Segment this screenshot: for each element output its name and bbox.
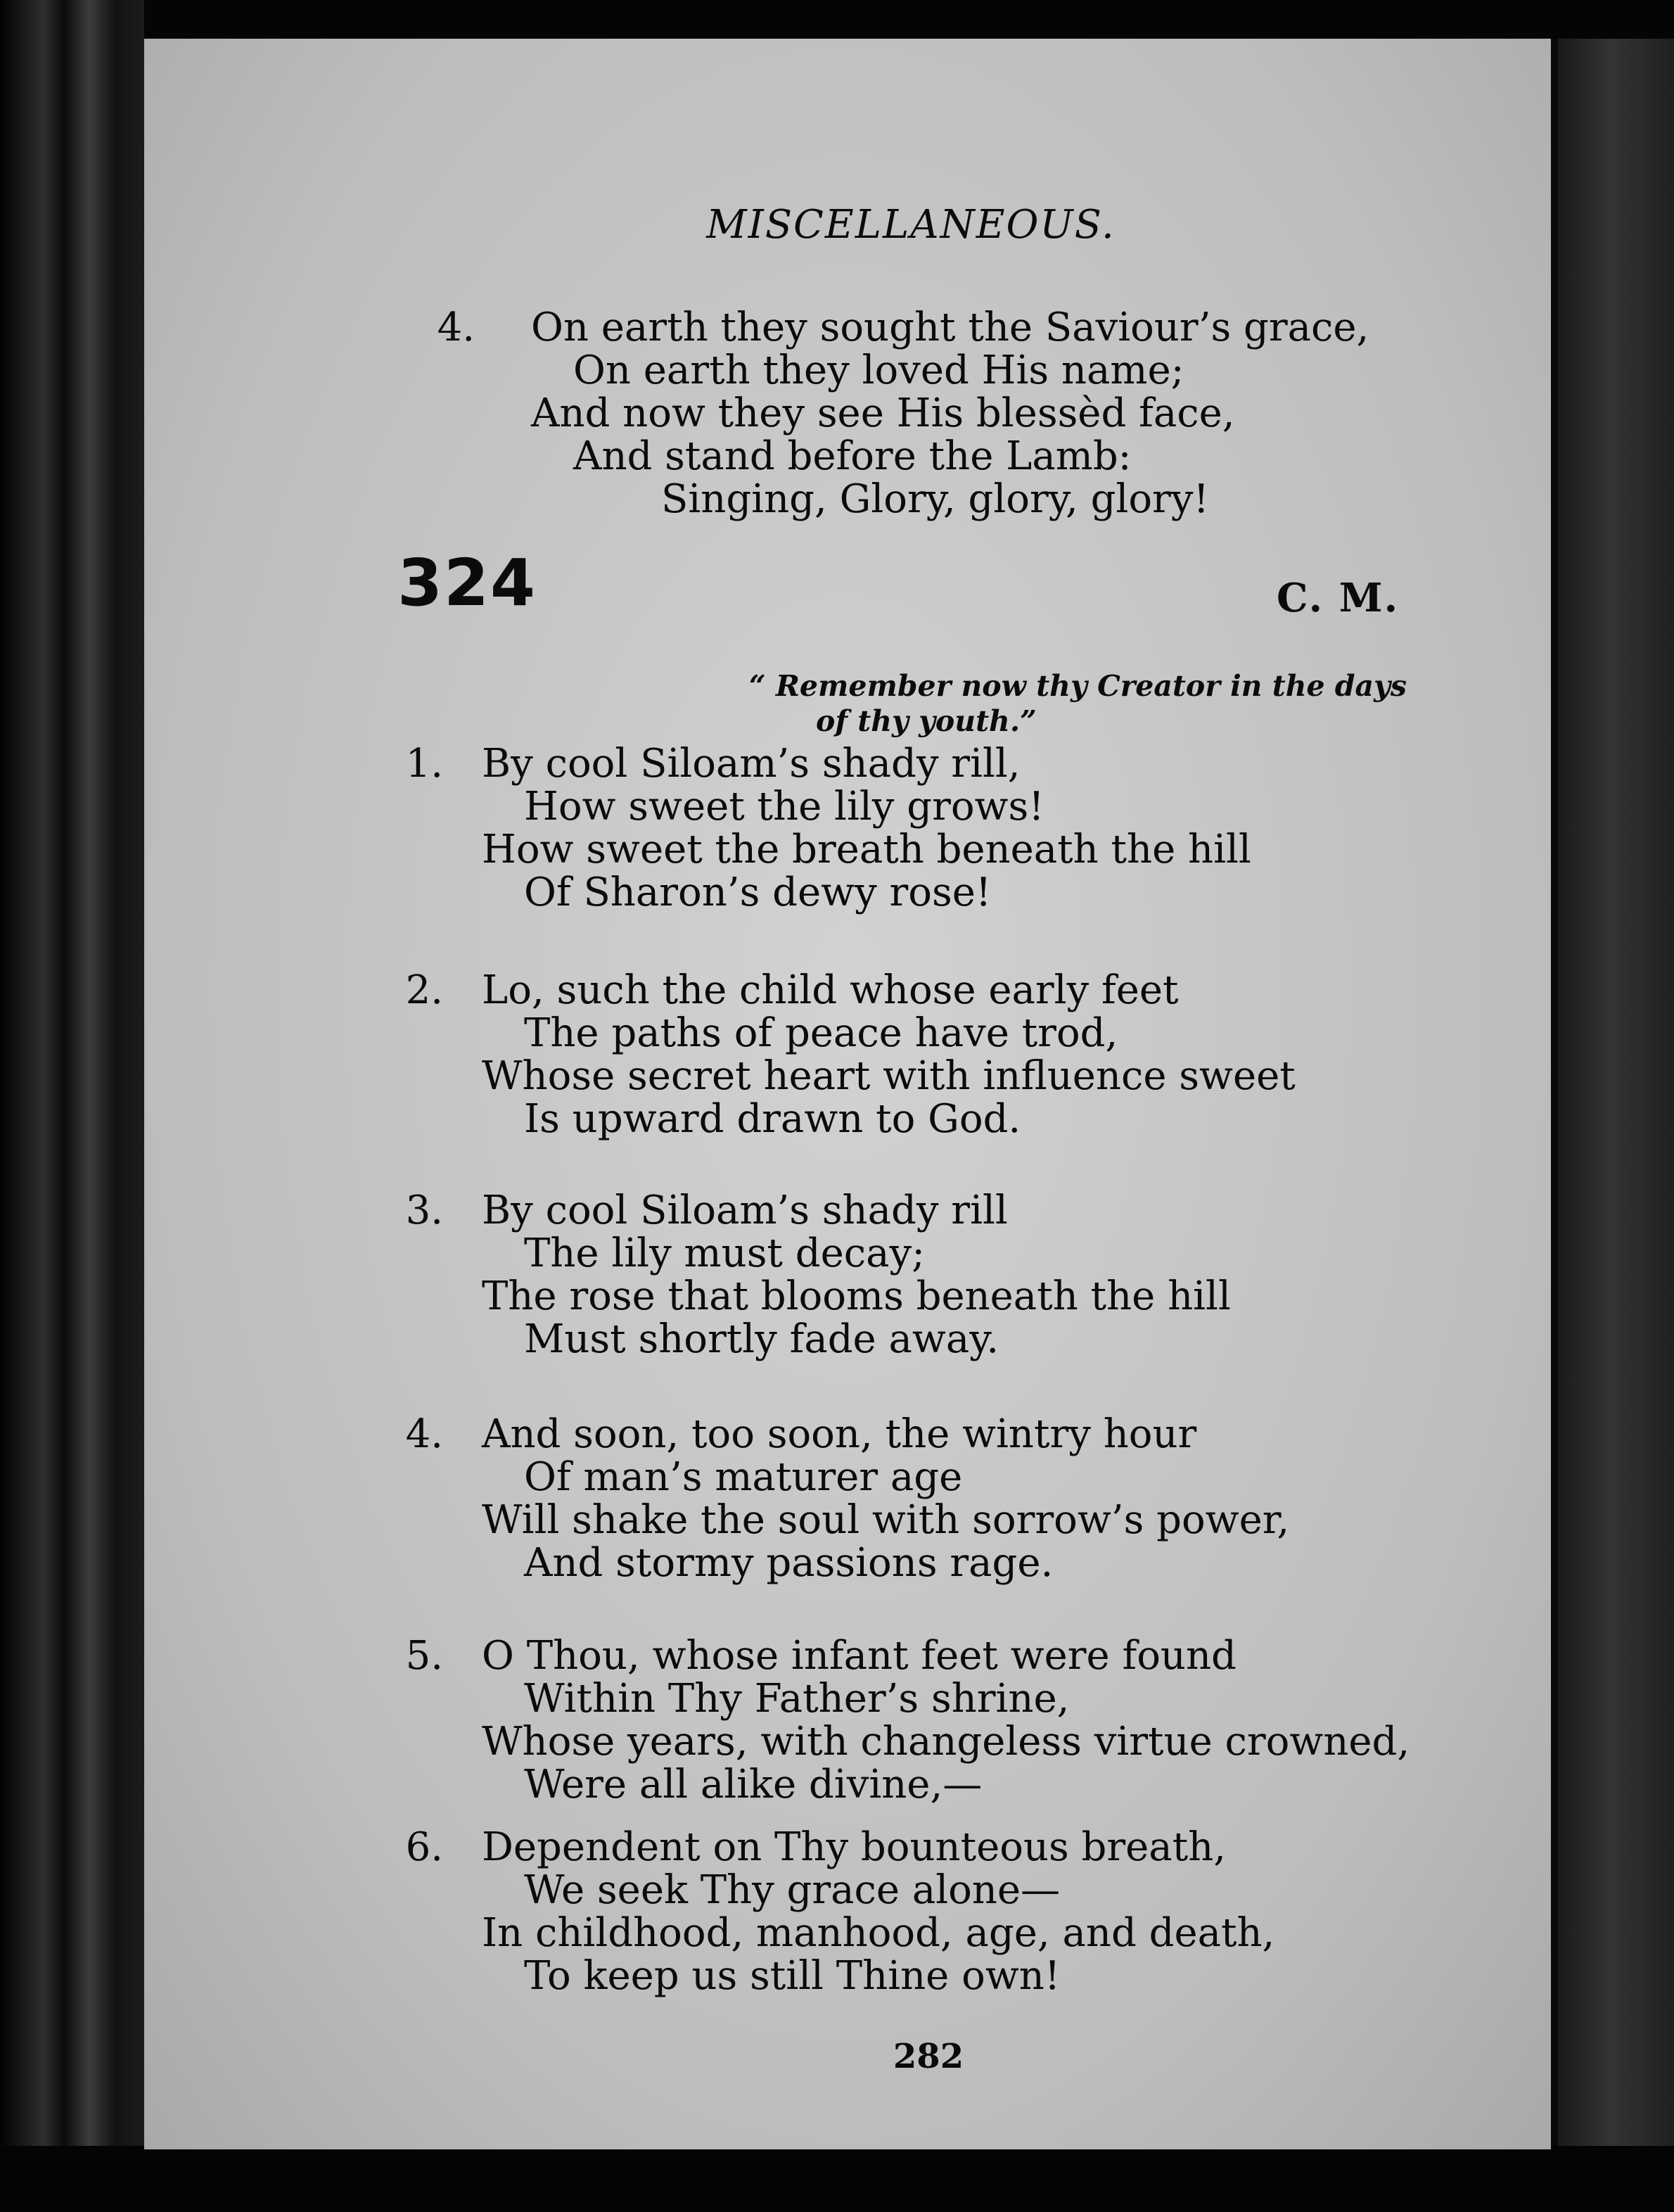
- verse-line: And soon, too soon, the wintry hour: [482, 1411, 1197, 1457]
- verse-line: And now they see His blessèd face,: [531, 390, 1235, 436]
- verse-line: Dependent on Thy bounteous breath,: [482, 1824, 1227, 1870]
- verse-line: And stand before the Lamb:: [573, 433, 1132, 479]
- page-number: 282: [893, 2037, 964, 2076]
- hymn-meter: C. M.: [1277, 575, 1400, 621]
- verse-line: How sweet the breath beneath the hill: [482, 827, 1251, 872]
- stanza-number: 6.: [405, 1824, 443, 1870]
- verse-line: The paths of peace have trod,: [524, 1010, 1118, 1056]
- verse-line: Is upward drawn to God.: [524, 1096, 1021, 1142]
- epigraph-line: “ Remember now thy Creator in the days: [749, 669, 1407, 703]
- epigraph-line: of thy youth.”: [816, 704, 1037, 738]
- stanza-5: [144, 1634, 1551, 1806]
- verse-line: We seek Thy grace alone—: [524, 1867, 1061, 1913]
- verse-line: On earth they loved His name;: [573, 348, 1184, 393]
- stanza-6: [144, 1826, 1551, 1997]
- stanza-number: 2.: [405, 967, 443, 1013]
- verse-line: O Thou, whose infant feet were found: [482, 1633, 1237, 1679]
- verse-line: Of man’s maturer age: [524, 1454, 963, 1500]
- verse-line: Were all alike divine,—: [524, 1762, 983, 1807]
- stanza-number: 4.: [405, 1411, 443, 1457]
- hymn-number: 324: [397, 545, 537, 621]
- verse-line: To keep us still Thine own!: [524, 1953, 1061, 1999]
- previous-hymn-stanza: [144, 306, 1551, 521]
- verse-line: By cool Siloam’s shady rill,: [482, 741, 1021, 787]
- verse-line: The lily must decay;: [524, 1231, 925, 1276]
- verse-line: Within Thy Father’s shrine,: [524, 1676, 1070, 1722]
- verse-line: Singing, Glory, glory, glory!: [661, 476, 1209, 522]
- verse-line: And stormy passions rage.: [524, 1540, 1054, 1586]
- scan-border-bottom: [0, 2146, 1674, 2212]
- hymn-epigraph: [749, 668, 1551, 739]
- verse-line: Will shake the soul with sorrow’s power,: [482, 1497, 1290, 1543]
- verse-line: Of Sharon’s dewy rose!: [524, 870, 992, 915]
- stanza-number: 5.: [405, 1633, 443, 1679]
- page-gutter: [1551, 39, 1558, 2149]
- verse-line: How sweet the lily grows!: [524, 784, 1044, 830]
- running-head: MISCELLANEOUS.: [706, 202, 1116, 248]
- stanza-number: 4.: [437, 305, 475, 350]
- verse-line: On earth they sought the Saviour’s grace,: [531, 305, 1369, 350]
- verse-line: Whose years, with changeless virtue crowned,: [482, 1719, 1410, 1765]
- stanza-4: [144, 1413, 1551, 1584]
- stanza-number: 1.: [405, 741, 443, 787]
- book-page: [144, 39, 1551, 2149]
- verse-line: The rose that blooms beneath the hill: [482, 1273, 1231, 1319]
- verse-line: Must shortly fade away.: [524, 1316, 999, 1362]
- stanza-number: 3.: [405, 1188, 443, 1233]
- verse-line: By cool Siloam’s shady rill: [482, 1188, 1008, 1233]
- stanza-2: [144, 969, 1551, 1140]
- verse-line: In childhood, manhood, age, and death,: [482, 1910, 1275, 1956]
- verse-line: Whose secret heart with influence sweet: [482, 1053, 1296, 1099]
- stanza-3: [144, 1189, 1551, 1361]
- adjacent-page-edge: [1558, 39, 1674, 2149]
- verse-line: Lo, such the child whose early feet: [482, 967, 1179, 1013]
- stanza-1: [144, 742, 1551, 914]
- scan-border-left: [0, 0, 144, 2212]
